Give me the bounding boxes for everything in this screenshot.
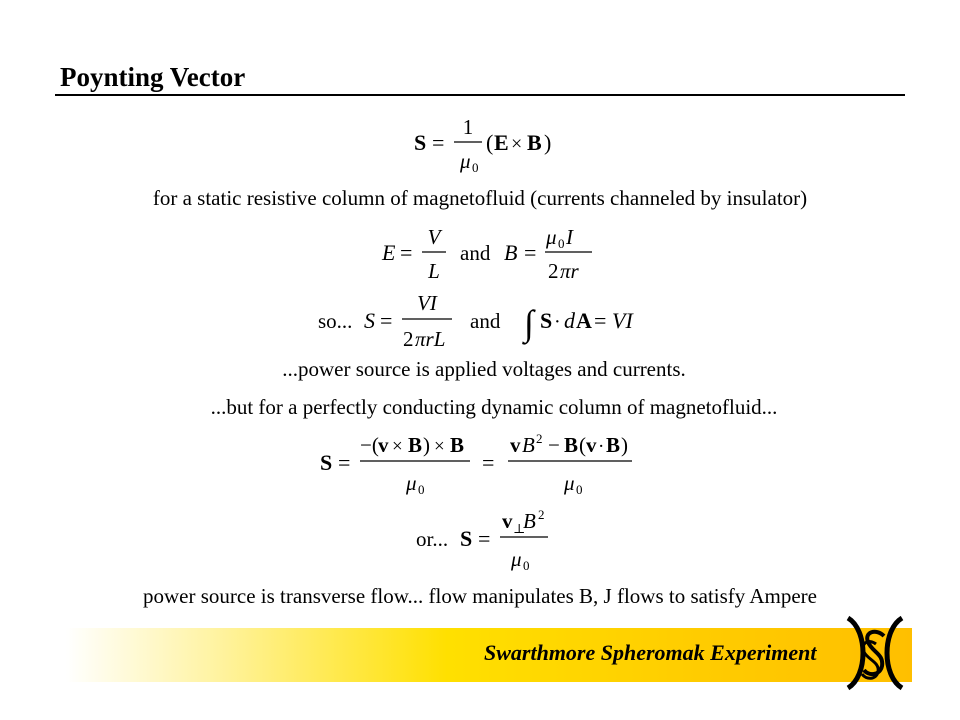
svg-text:S: S — [460, 526, 473, 551]
svg-text:μ: μ — [546, 225, 557, 249]
svg-text:v: v — [502, 509, 513, 533]
svg-text:−: − — [548, 433, 560, 457]
svg-text:2: 2 — [548, 259, 559, 283]
svg-text:×: × — [511, 133, 523, 155]
svg-text:μ: μ — [564, 471, 575, 495]
svg-text:=: = — [380, 308, 393, 333]
svg-text:=: = — [400, 240, 413, 265]
text-static-column: for a static resistive column of magnetofluid (currents channeled by insulator) — [152, 186, 808, 210]
svg-text:0: 0 — [576, 482, 583, 497]
svg-text:=: = — [478, 526, 491, 551]
svg-text:πrL: πrL — [415, 327, 446, 351]
slide-title: Poynting Vector — [60, 62, 246, 92]
svg-text:∫: ∫ — [524, 303, 534, 343]
svg-text:2: 2 — [538, 507, 545, 522]
svg-text:=: = — [594, 308, 607, 333]
svg-text:2: 2 — [403, 327, 414, 351]
svg-text:E: E — [382, 240, 396, 265]
svg-text:0: 0 — [418, 482, 425, 497]
svg-text:−(: −( — [360, 433, 379, 457]
svg-text:B: B — [564, 433, 579, 457]
footer-label: Swarthmore Spheromak Experiment — [484, 640, 817, 665]
svg-text:B: B — [408, 433, 423, 457]
svg-text:×: × — [434, 436, 445, 457]
svg-text:A: A — [576, 308, 592, 333]
svg-text:): ) — [621, 433, 628, 457]
svg-text:×: × — [392, 436, 403, 457]
svg-text:=: = — [432, 130, 445, 155]
text-power-source-transverse: power source is transverse flow... flow manipulates B, J flows to satisfy Ampere — [143, 584, 817, 608]
svg-text:(: ( — [579, 433, 586, 457]
svg-text:πr: πr — [560, 259, 579, 283]
svg-text:B: B — [527, 130, 542, 155]
svg-text:VI: VI — [612, 308, 633, 333]
equation-poynting-static — [314, 288, 664, 361]
svg-text:L: L — [428, 259, 440, 283]
svg-text:·: · — [554, 311, 561, 333]
svg-text:I: I — [566, 225, 573, 249]
svg-text:B: B — [522, 433, 535, 457]
svg-text:S: S — [364, 308, 375, 333]
svg-text:=: = — [338, 450, 351, 475]
svg-text:=: = — [524, 240, 537, 265]
svg-text:·: · — [598, 436, 605, 457]
svg-text:so...: so... — [318, 309, 353, 333]
ssx-logo-icon — [842, 614, 908, 697]
svg-text:0: 0 — [472, 160, 479, 175]
equation-poynting-transverse — [412, 506, 562, 583]
svg-text:S: S — [540, 308, 553, 333]
svg-text:): ) — [423, 433, 430, 457]
svg-text:⊥: ⊥ — [513, 521, 526, 536]
svg-text:and: and — [470, 309, 501, 333]
equation-poynting-definition — [410, 112, 570, 183]
svg-text:and: and — [460, 241, 491, 265]
svg-text:E: E — [494, 130, 509, 155]
text-dynamic-column: ...but for a perfectly conducting dynamic column of magnetofluid... — [210, 395, 778, 419]
equation-poynting-dynamic — [316, 428, 656, 505]
svg-text:B: B — [450, 433, 465, 457]
svg-text:1: 1 — [462, 115, 474, 139]
svg-text:μ: μ — [511, 547, 522, 571]
svg-text:V: V — [427, 225, 441, 249]
svg-text:2: 2 — [536, 431, 543, 446]
svg-text:μ: μ — [406, 471, 417, 495]
svg-text:or...: or... — [416, 527, 449, 551]
svg-text:S: S — [320, 450, 333, 475]
svg-text:v: v — [510, 433, 521, 457]
svg-text:(: ( — [486, 130, 494, 155]
svg-text:): ) — [544, 130, 552, 155]
svg-text:0: 0 — [523, 558, 530, 573]
svg-text:B: B — [504, 240, 518, 265]
svg-text:S: S — [414, 130, 427, 155]
svg-text:0: 0 — [558, 236, 565, 251]
title-underline — [55, 94, 905, 96]
svg-text:d: d — [564, 308, 575, 333]
svg-text:v: v — [586, 433, 597, 457]
svg-text:VI: VI — [417, 291, 437, 315]
svg-text:μ: μ — [460, 149, 471, 173]
svg-text:B: B — [606, 433, 621, 457]
svg-text:v: v — [378, 433, 389, 457]
text-power-source-static: ...power source is applied voltages and currents. — [282, 357, 686, 381]
svg-text:B: B — [523, 509, 536, 533]
equation-e-and-b-fields — [378, 222, 608, 291]
svg-text:=: = — [482, 450, 495, 475]
